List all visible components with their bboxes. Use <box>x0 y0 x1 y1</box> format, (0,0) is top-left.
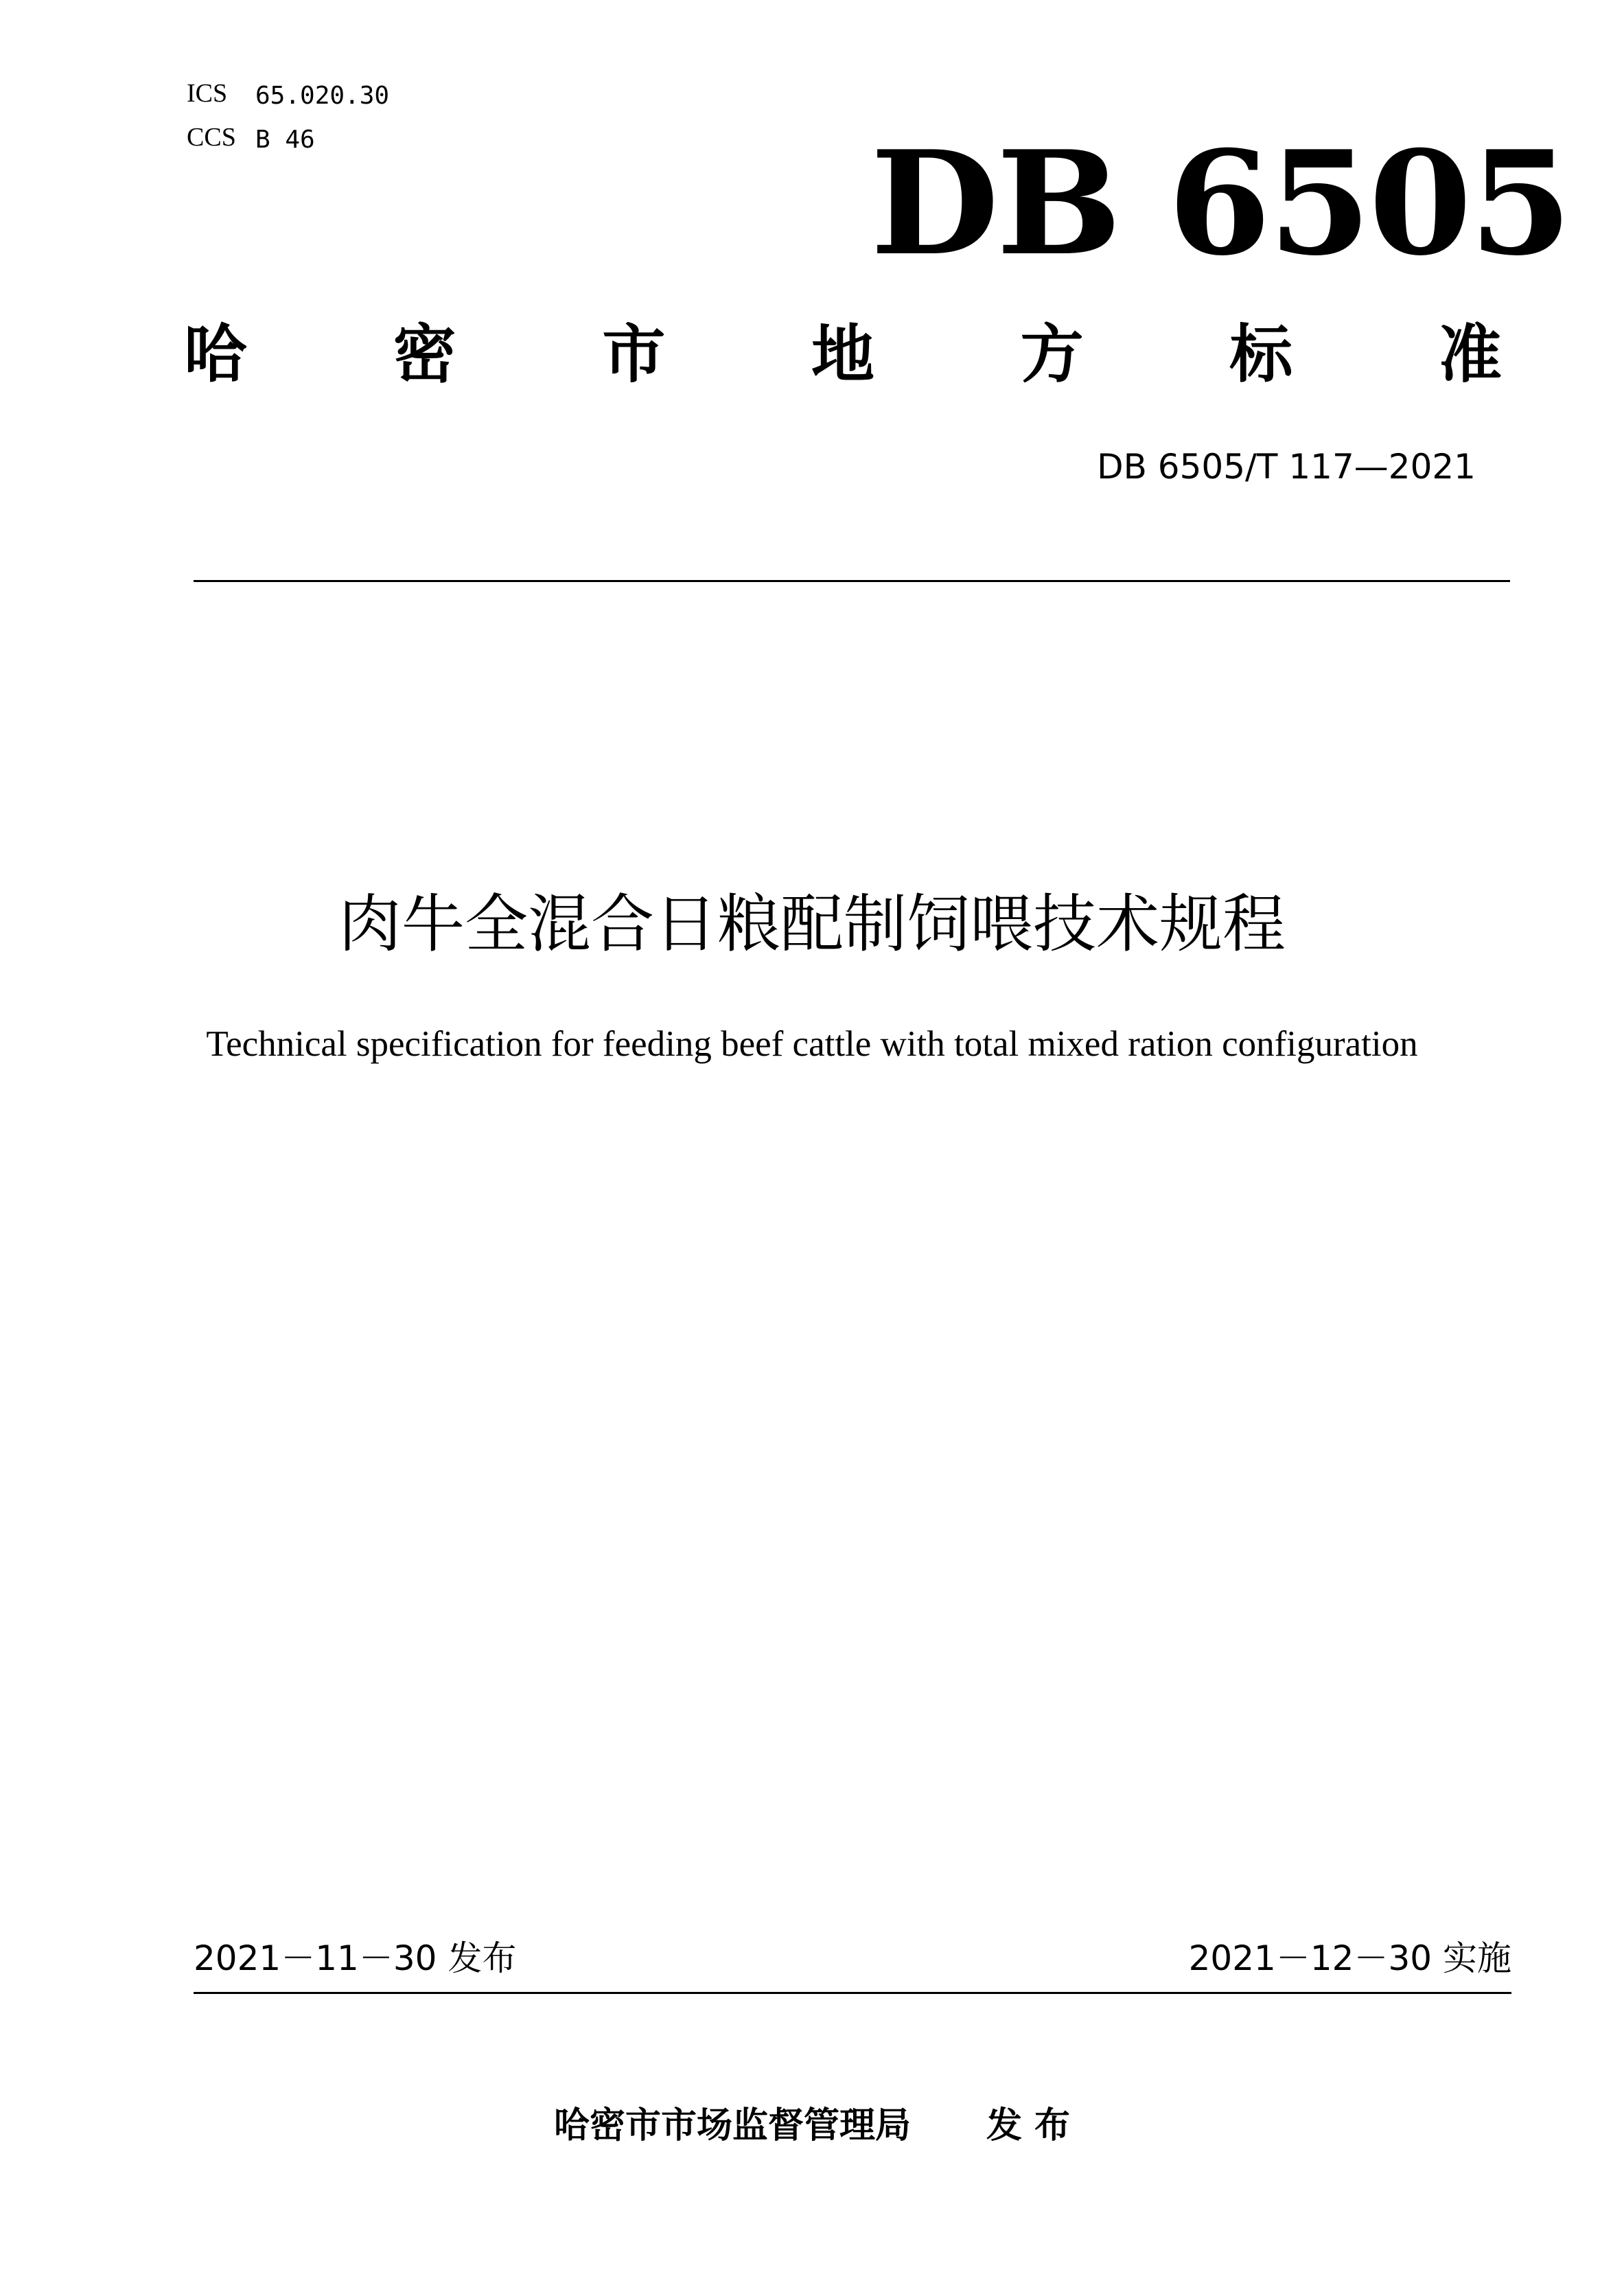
document-title-chinese: 肉牛全混合日粮配制饲喂技术规程 <box>338 888 1286 961</box>
db-standard-logo: DB 6505 <box>870 120 1570 288</box>
standard-type-char: 哈 <box>184 318 248 391</box>
standard-type-heading <box>184 317 1502 393</box>
publish-date: 2021－11－30 发布 <box>194 1938 517 1978</box>
document-title-english: Technical specification for feeding beef cattle with total mixed ration configuration <box>206 1024 1418 1064</box>
bottom-divider <box>194 1992 1511 1994</box>
ics-label: ICS <box>187 79 228 108</box>
implementation-date: 2021－12－30 实施 <box>1188 1938 1511 1978</box>
standard-type-char: 地 <box>811 318 874 391</box>
publisher-name: 哈密市市场监督管理局 <box>553 2105 911 2146</box>
top-divider <box>194 580 1510 582</box>
publisher-line <box>0 2104 1624 2148</box>
publisher-action: 发 布 <box>986 2105 1071 2146</box>
standard-type-char: 标 <box>1229 318 1293 391</box>
standard-type-char: 密 <box>393 318 456 391</box>
standard-number: DB 6505/T 117—2021 <box>1097 447 1476 487</box>
ccs-label: CCS <box>187 123 236 152</box>
ccs-code: B 46 <box>255 126 315 154</box>
standard-type-char: 准 <box>1438 318 1502 391</box>
ics-code: 65.020.30 <box>255 82 390 110</box>
standard-type-char: 市 <box>602 318 666 391</box>
standard-type-char: 方 <box>1020 318 1084 391</box>
